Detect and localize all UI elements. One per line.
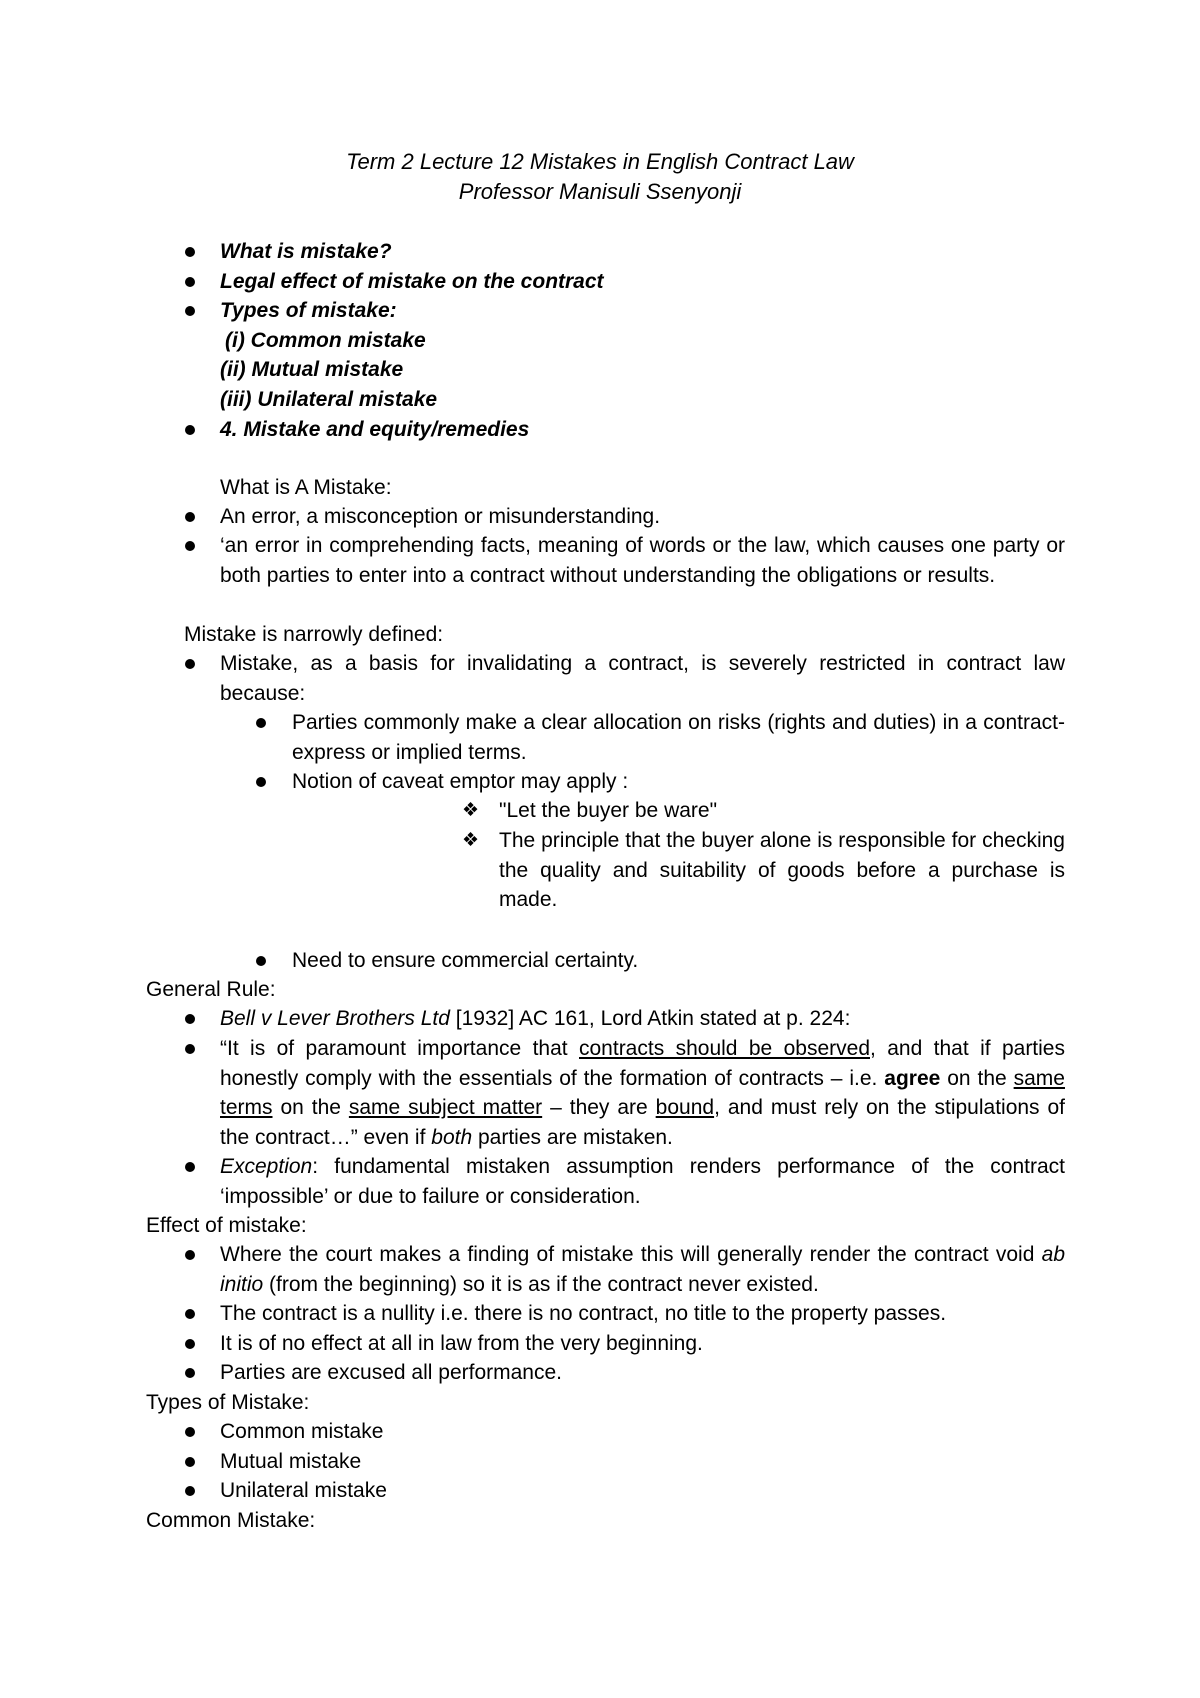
text-run: parties are mistaken. — [472, 1125, 673, 1149]
list-item: Common mistake — [220, 1420, 384, 1443]
outline-subitem: (i) Common mistake — [225, 329, 426, 352]
paragraph: An error, a misconception or misunderstanding. — [220, 505, 661, 528]
bullet-icon — [185, 247, 195, 257]
paragraph: Parties are excused all performance. — [220, 1361, 562, 1384]
paragraph — [220, 1152, 1065, 1211]
document-author: Professor Manisuli Ssenyonji — [458, 179, 742, 204]
bullet-icon — [185, 306, 195, 316]
bullet-icon — [185, 1014, 195, 1024]
section-heading: Effect of mistake: — [146, 1214, 307, 1237]
paragraph: The principle that the buyer alone is responsible for checking the quality and suitability of goods before a purchase is made. — [499, 829, 1065, 911]
paragraph: Parties commonly make a clear allocation on risks (rights and duties) in a contract- express or implied terms. — [292, 711, 1065, 764]
text-run: Exception — [220, 1155, 313, 1178]
paragraph — [220, 1004, 850, 1034]
outline-item: What is mistake? — [220, 240, 392, 263]
text-run: “It is of paramount importance that — [220, 1037, 579, 1060]
bullet-icon — [185, 1339, 195, 1349]
paragraph: "Let the buyer be ware" — [499, 799, 718, 822]
text-run: bound — [655, 1096, 715, 1119]
section-heading: What is A Mistake: — [220, 476, 392, 499]
paragraph: It is of no effect at all in law from the very beginning. — [220, 1332, 703, 1355]
paragraph: The contract is a nullity i.e. there is no contract, no title to the property passes. — [220, 1302, 947, 1325]
bullet-icon — [185, 1368, 195, 1378]
diamond-bullet-icon: ❖ — [462, 830, 480, 851]
section-heading: Common Mistake: — [146, 1509, 316, 1532]
text-run: same terms — [220, 1066, 1065, 1119]
section-heading: Types of Mistake: — [146, 1391, 310, 1414]
paragraph: ‘an error in comprehending facts, meaning of words or the law, which causes one party or both parties to enter into a contract without understanding the obligations or results. — [220, 534, 1065, 587]
bullet-icon — [185, 277, 195, 287]
bullet-icon — [256, 956, 266, 966]
outline-subitem: (ii) Mutual mistake — [220, 358, 404, 381]
paragraph: Notion of caveat emptor may apply : — [292, 770, 629, 793]
bullet-icon — [185, 512, 195, 522]
text-run: same subject matter — [348, 1096, 543, 1119]
text-run: on the — [272, 1096, 349, 1119]
outline-item: 4. Mistake and equity/remedies — [220, 418, 530, 441]
bullet-icon — [185, 1457, 195, 1467]
text-run: : fundamental mistaken assumption renders performance of the contract ‘impossible’ or due to failure or consideration. — [220, 1155, 1065, 1208]
paragraph — [220, 1240, 1065, 1299]
diamond-bullet-icon: ❖ — [462, 800, 480, 821]
paragraph: Mistake, as a basis for invalidating a contract, is severely restricted in contract law because: — [220, 652, 1065, 705]
text-run: – they are — [542, 1096, 656, 1119]
text-run: agree — [884, 1066, 941, 1090]
text-run: , and must rely on the stipulations of the contract…” even if — [220, 1096, 1066, 1149]
list-item: Mutual mistake — [220, 1450, 362, 1473]
bullet-icon — [185, 541, 195, 551]
section-heading: General Rule: — [146, 978, 276, 1001]
paragraph: Need to ensure commercial certainty. — [292, 949, 639, 972]
bullet-icon — [185, 425, 195, 435]
bullet-icon — [185, 1427, 195, 1437]
outline-subitem: (iii) Unilateral mistake — [220, 388, 438, 411]
bullet-icon — [185, 659, 195, 669]
text-run: (from the beginning) so it is as if the contract never existed. — [263, 1272, 819, 1296]
text-run: ab initio — [220, 1243, 1065, 1296]
text-run: , and that if parties honestly comply with the essentials of the formation of contracts – i.e. — [220, 1037, 1065, 1090]
case-citation: [1932] AC 161, Lord Atkin stated at p. 224: — [449, 1007, 851, 1030]
bullet-icon — [185, 1044, 195, 1054]
text-run: on the — [940, 1066, 1014, 1090]
text-run: contracts should be observed — [579, 1037, 870, 1060]
bullet-icon — [185, 1162, 195, 1172]
text-run: both — [431, 1125, 473, 1149]
section-heading: Mistake is narrowly defined: — [184, 623, 444, 646]
bullet-icon — [185, 1250, 195, 1260]
bullet-icon — [256, 777, 266, 787]
quote-paragraph — [220, 1034, 1065, 1152]
case-name: Bell v Lever Brothers Ltd — [220, 1007, 450, 1030]
document-title: Term 2 Lecture 12 Mistakes in English Contract Law — [346, 149, 854, 174]
list-item: Unilateral mistake — [220, 1479, 387, 1502]
bullet-icon — [185, 1309, 195, 1319]
text-run: Where the court makes a finding of mistake this will generally render the contract void — [220, 1243, 1042, 1266]
outline-item: Types of mistake: — [220, 299, 397, 322]
outline-item: Legal effect of mistake on the contract — [220, 270, 604, 293]
bullet-icon — [185, 1486, 195, 1496]
bullet-icon — [256, 718, 266, 728]
